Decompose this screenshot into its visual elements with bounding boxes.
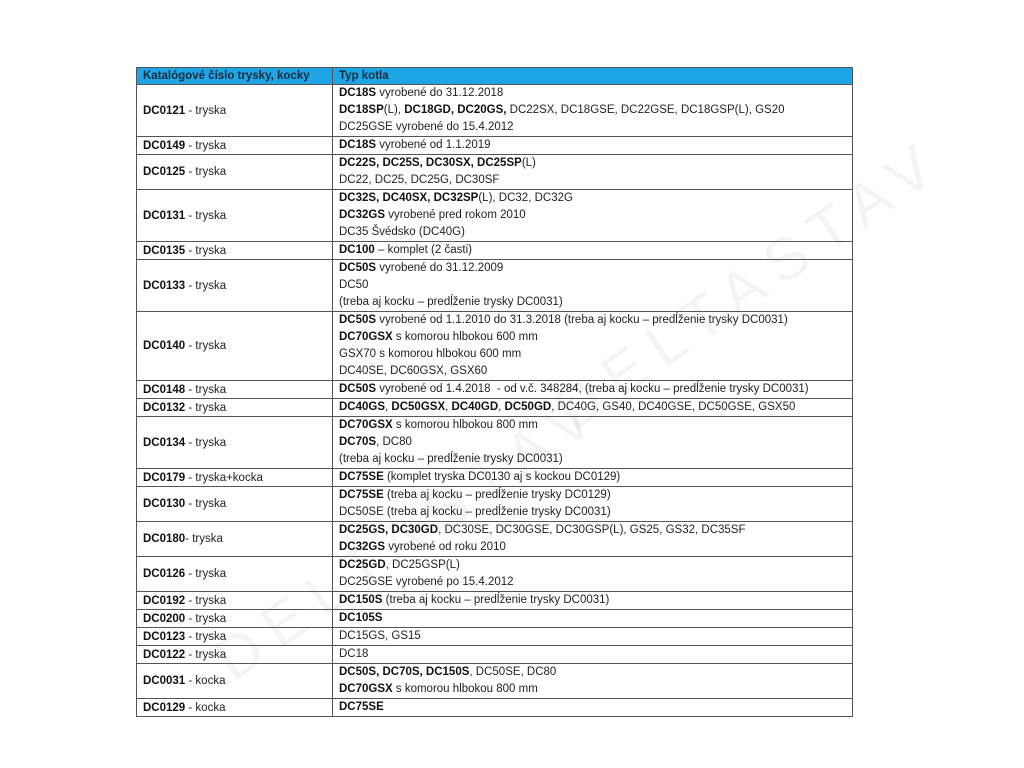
boiler-text: vyrobené od 1.1.2019 bbox=[376, 139, 491, 151]
boiler-type-cell bbox=[333, 699, 853, 717]
catalog-number-cell bbox=[137, 155, 333, 190]
boiler-text: DC25GSE vyrobené po 15.4.2012 bbox=[339, 576, 514, 588]
boiler-type-line bbox=[339, 417, 846, 434]
boiler-model-bold: DC18S bbox=[339, 87, 377, 99]
catalog-code: DC0129 bbox=[143, 701, 186, 714]
boiler-type-cell bbox=[333, 381, 853, 399]
boiler-type-line bbox=[339, 155, 846, 172]
boiler-type-cell bbox=[333, 137, 853, 155]
boiler-type-line bbox=[339, 119, 846, 136]
boiler-text: GSX70 s komorou hlbokou 600 mm bbox=[339, 348, 522, 360]
boiler-text: (treba aj kocku – predĺženie trysky DC0031) bbox=[382, 594, 610, 606]
boiler-type-line bbox=[339, 434, 846, 451]
boiler-model-bold: DC22S, DC25S, DC30SX, DC25SP bbox=[339, 157, 522, 169]
boiler-type-line bbox=[339, 539, 846, 556]
boiler-model-bold: DC50S, DC70S, DC150S bbox=[339, 666, 470, 678]
catalog-number-cell bbox=[137, 260, 333, 312]
boiler-type-line bbox=[339, 242, 846, 259]
boiler-type-line bbox=[339, 469, 846, 486]
boiler-type-line bbox=[339, 574, 846, 591]
part-type: - kocka bbox=[185, 675, 226, 687]
boiler-type-cell bbox=[333, 522, 853, 557]
boiler-text: DC22SX, DC18GSE, DC22GSE, DC18GSP(L), GS20 bbox=[506, 104, 785, 116]
catalog-code: DC0133 bbox=[143, 279, 186, 292]
boiler-type-line bbox=[339, 451, 846, 468]
boiler-type-cell bbox=[333, 190, 853, 242]
boiler-type-line bbox=[339, 137, 846, 154]
catalog-number-cell bbox=[137, 592, 333, 610]
part-type: - tryska bbox=[185, 383, 227, 396]
boiler-type-cell bbox=[333, 155, 853, 190]
part-type: - tryska bbox=[185, 533, 223, 545]
table-row bbox=[137, 242, 853, 260]
catalog-code: DC0135 bbox=[143, 244, 186, 257]
boiler-text: vyrobené pred rokom 2010 bbox=[385, 209, 526, 221]
table-row bbox=[137, 312, 853, 381]
catalog-number-cell bbox=[137, 610, 333, 628]
boiler-text: DC35 Švédsko (DC40G) bbox=[339, 226, 465, 238]
boiler-type-cell bbox=[333, 417, 853, 469]
table-header-row bbox=[137, 68, 853, 85]
boiler-text: , bbox=[385, 401, 392, 413]
catalog-number-cell bbox=[137, 399, 333, 417]
table-row bbox=[137, 699, 853, 717]
table-row bbox=[137, 417, 853, 469]
catalog-number-cell bbox=[137, 137, 333, 155]
boiler-type-line bbox=[339, 224, 846, 241]
boiler-type-line bbox=[339, 260, 846, 277]
boiler-type-line bbox=[339, 312, 846, 329]
boiler-type-line bbox=[339, 277, 846, 294]
boiler-text: vyrobené do 31.12.2018 bbox=[376, 87, 504, 99]
boiler-text: (treba aj kocku – predĺženie trysky DC0031) bbox=[339, 296, 563, 308]
table-row bbox=[137, 610, 853, 628]
boiler-type-line bbox=[339, 102, 846, 119]
boiler-type-line bbox=[339, 646, 846, 663]
boiler-text: , DC30SE, DC30GSE, DC30GSP(L), GS25, GS32, DC35SF bbox=[438, 524, 746, 536]
boiler-type-line bbox=[339, 399, 846, 416]
boiler-text: – komplet (2 časti) bbox=[374, 244, 472, 256]
part-type: - tryska bbox=[185, 630, 227, 643]
catalog-number-cell bbox=[137, 487, 333, 522]
boiler-type-cell bbox=[333, 557, 853, 592]
boiler-text: DC50 bbox=[339, 279, 369, 291]
table-row bbox=[137, 190, 853, 242]
boiler-type-line bbox=[339, 329, 846, 346]
boiler-type-line bbox=[339, 207, 846, 224]
part-type: - tryska+kocka bbox=[185, 471, 263, 484]
boiler-text: DC25GSE vyrobené do 15.4.2012 bbox=[339, 121, 514, 133]
part-type: - kocka bbox=[185, 701, 226, 714]
part-type: - tryska bbox=[185, 568, 227, 580]
boiler-type-line bbox=[339, 363, 846, 380]
boiler-type-line bbox=[339, 557, 846, 574]
boiler-text: , DC50SE, DC80 bbox=[469, 666, 557, 678]
part-type: - tryska bbox=[185, 104, 227, 117]
catalog-code: DC0121 bbox=[143, 104, 186, 117]
boiler-text: DC22, DC25, DC25G, DC30SF bbox=[339, 174, 500, 186]
catalog-code: DC0130 bbox=[143, 498, 186, 510]
catalog-code: DC0125 bbox=[143, 166, 186, 178]
boiler-text: s komorou hlbokou 800 mm bbox=[392, 683, 538, 695]
boiler-text: (treba aj kocku – predĺženie trysky DC0129) bbox=[383, 489, 611, 501]
table-row bbox=[137, 646, 853, 664]
catalog-code: DC0179 bbox=[143, 471, 186, 484]
boiler-text: (L) bbox=[521, 157, 536, 169]
catalog-number-cell bbox=[137, 699, 333, 717]
boiler-model-bold: DC70GSX bbox=[339, 419, 393, 431]
boiler-model-bold: DC70GSX bbox=[339, 331, 393, 343]
catalog-number-cell bbox=[137, 242, 333, 260]
boiler-text: vyrobené do 31.12.2009 bbox=[376, 262, 504, 274]
catalog-code: DC0134 bbox=[143, 436, 186, 449]
boiler-type-line bbox=[339, 628, 846, 645]
table-row bbox=[137, 399, 853, 417]
catalog-number-cell bbox=[137, 469, 333, 487]
boiler-model-bold: DC25GD bbox=[339, 559, 386, 571]
boiler-text: vyrobené od 1.4.2018 - od v.č. 348284, (treba aj kocku – predĺženie trysky DC0031) bbox=[376, 383, 809, 395]
boiler-text: s komorou hlbokou 600 mm bbox=[392, 331, 538, 343]
header-catalog-number: Katalógové číslo trysky, kocky bbox=[137, 68, 333, 85]
boiler-type-line bbox=[339, 85, 846, 102]
boiler-text: , DC80 bbox=[376, 436, 412, 448]
boiler-text: vyrobené od 1.1.2010 do 31.3.2018 (treba aj kocku – predĺženie trysky DC0031) bbox=[376, 314, 788, 326]
boiler-model-bold: DC32GS bbox=[339, 541, 386, 553]
boiler-model-bold: DC75SE bbox=[339, 489, 384, 501]
boiler-type-line bbox=[339, 190, 846, 207]
table-row bbox=[137, 137, 853, 155]
catalog-code: DC0149 bbox=[143, 139, 186, 152]
boiler-model-bold: DC75SE bbox=[339, 701, 384, 713]
part-type: - tryska bbox=[185, 340, 227, 352]
catalog-number-cell bbox=[137, 522, 333, 557]
catalog-code: DC0123 bbox=[143, 630, 186, 643]
part-type: - tryska bbox=[185, 401, 227, 414]
table-row bbox=[137, 664, 853, 699]
part-type: - tryska bbox=[185, 279, 227, 292]
boiler-model-bold: DC32S, DC40SX, DC32SP bbox=[339, 192, 479, 204]
boiler-model-bold: DC18SP bbox=[339, 104, 384, 116]
part-type: - tryska bbox=[185, 648, 227, 661]
boiler-type-line bbox=[339, 172, 846, 189]
boiler-type-line bbox=[339, 294, 846, 311]
boiler-type-cell bbox=[333, 592, 853, 610]
catalog-number-cell bbox=[137, 628, 333, 646]
boiler-type-line bbox=[339, 664, 846, 681]
boiler-model-bold: DC50S bbox=[339, 314, 377, 326]
boiler-type-line bbox=[339, 610, 846, 627]
catalog-code: DC0180 bbox=[143, 533, 186, 545]
part-type: - tryska bbox=[185, 436, 227, 449]
boiler-type-line bbox=[339, 699, 846, 716]
boiler-model-bold: DC50GSX bbox=[391, 401, 446, 413]
boiler-model-bold: DC50S bbox=[339, 383, 377, 395]
boiler-type-cell bbox=[333, 664, 853, 699]
part-type: - tryska bbox=[185, 209, 227, 222]
boiler-text: , bbox=[498, 401, 505, 413]
part-type: - tryska bbox=[185, 498, 227, 510]
boiler-type-cell bbox=[333, 469, 853, 487]
table-row bbox=[137, 592, 853, 610]
catalog-code: DC0148 bbox=[143, 383, 186, 396]
part-type: - tryska bbox=[185, 139, 227, 152]
boiler-type-line bbox=[339, 346, 846, 363]
catalog-number-cell bbox=[137, 85, 333, 137]
catalog-code: DC0126 bbox=[143, 568, 186, 580]
catalog-number-cell bbox=[137, 664, 333, 699]
boiler-model-bold: DC70S bbox=[339, 436, 377, 448]
boiler-model-bold: DC70GSX bbox=[339, 683, 393, 695]
boiler-type-cell bbox=[333, 628, 853, 646]
nozzle-boiler-table bbox=[136, 67, 853, 717]
boiler-model-bold: DC18GD, DC20GS, bbox=[404, 104, 507, 116]
catalog-number-cell bbox=[137, 417, 333, 469]
boiler-model-bold: DC18S bbox=[339, 139, 377, 151]
boiler-model-bold: DC50S bbox=[339, 262, 377, 274]
catalog-number-cell bbox=[137, 381, 333, 399]
boiler-model-bold: DC100 bbox=[339, 244, 375, 256]
boiler-type-line bbox=[339, 487, 846, 504]
table-row bbox=[137, 487, 853, 522]
boiler-text: s komorou hlbokou 800 mm bbox=[392, 419, 538, 431]
part-type: - tryska bbox=[185, 612, 227, 625]
catalog-number-cell bbox=[137, 646, 333, 664]
catalog-code: DC0031 bbox=[143, 675, 186, 687]
boiler-model-bold: DC40GS bbox=[339, 401, 386, 413]
boiler-text: (L), DC32, DC32G bbox=[478, 192, 573, 204]
catalog-code: DC0131 bbox=[143, 209, 186, 222]
table-row bbox=[137, 557, 853, 592]
catalog-code: DC0140 bbox=[143, 340, 186, 352]
table-row bbox=[137, 381, 853, 399]
boiler-text: DC50SE (treba aj kocku – predĺženie trysky DC0031) bbox=[339, 506, 611, 518]
boiler-type-cell bbox=[333, 85, 853, 137]
boiler-model-bold: DC75SE bbox=[339, 471, 384, 483]
table-row bbox=[137, 522, 853, 557]
boiler-model-bold: DC50GD bbox=[504, 401, 552, 413]
boiler-type-cell bbox=[333, 487, 853, 522]
catalog-code: DC0200 bbox=[143, 612, 186, 625]
boiler-type-cell bbox=[333, 312, 853, 381]
table-row bbox=[137, 155, 853, 190]
boiler-text: , DC40G, GS40, DC40GSE, DC50GSE, GSX50 bbox=[551, 401, 796, 413]
boiler-text: vyrobené od roku 2010 bbox=[385, 541, 506, 553]
boiler-text: , DC25GSP(L) bbox=[385, 559, 460, 571]
boiler-text: , bbox=[445, 401, 452, 413]
boiler-text: (L), bbox=[383, 104, 405, 116]
boiler-type-line bbox=[339, 381, 846, 398]
boiler-type-line bbox=[339, 681, 846, 698]
boiler-model-bold: DC32GS bbox=[339, 209, 386, 221]
part-type: - tryska bbox=[185, 244, 227, 257]
boiler-type-cell bbox=[333, 260, 853, 312]
catalog-number-cell bbox=[137, 557, 333, 592]
catalog-code: DC0122 bbox=[143, 648, 186, 661]
boiler-text: DC18 bbox=[339, 648, 369, 660]
boiler-model-bold: DC105S bbox=[339, 612, 383, 624]
boiler-type-line bbox=[339, 592, 846, 609]
boiler-type-line bbox=[339, 504, 846, 521]
catalog-code: DC0192 bbox=[143, 594, 186, 607]
part-type: - tryska bbox=[185, 166, 227, 178]
boiler-type-line bbox=[339, 522, 846, 539]
boiler-text: (komplet tryska DC0130 aj s kockou DC0129) bbox=[383, 471, 621, 483]
boiler-model-bold: DC150S bbox=[339, 594, 383, 606]
boiler-text: DC15GS, GS15 bbox=[339, 630, 421, 642]
catalog-code: DC0132 bbox=[143, 401, 186, 414]
boiler-type-cell bbox=[333, 646, 853, 664]
boiler-text: (treba aj kocku – predĺženie trysky DC0031) bbox=[339, 453, 563, 465]
catalog-number-cell bbox=[137, 312, 333, 381]
part-type: - tryska bbox=[185, 594, 227, 607]
boiler-type-cell bbox=[333, 610, 853, 628]
boiler-type-cell bbox=[333, 399, 853, 417]
table-row bbox=[137, 469, 853, 487]
boiler-text: DC40SE, DC60GSX, GSX60 bbox=[339, 365, 488, 377]
header-boiler-type: Typ kotla bbox=[333, 68, 853, 85]
table-row bbox=[137, 260, 853, 312]
table-row bbox=[137, 628, 853, 646]
table-row bbox=[137, 85, 853, 137]
boiler-type-cell bbox=[333, 242, 853, 260]
boiler-model-bold: DC40GD bbox=[451, 401, 499, 413]
catalog-number-cell bbox=[137, 190, 333, 242]
boiler-model-bold: DC25GS, DC30GD bbox=[339, 524, 439, 536]
